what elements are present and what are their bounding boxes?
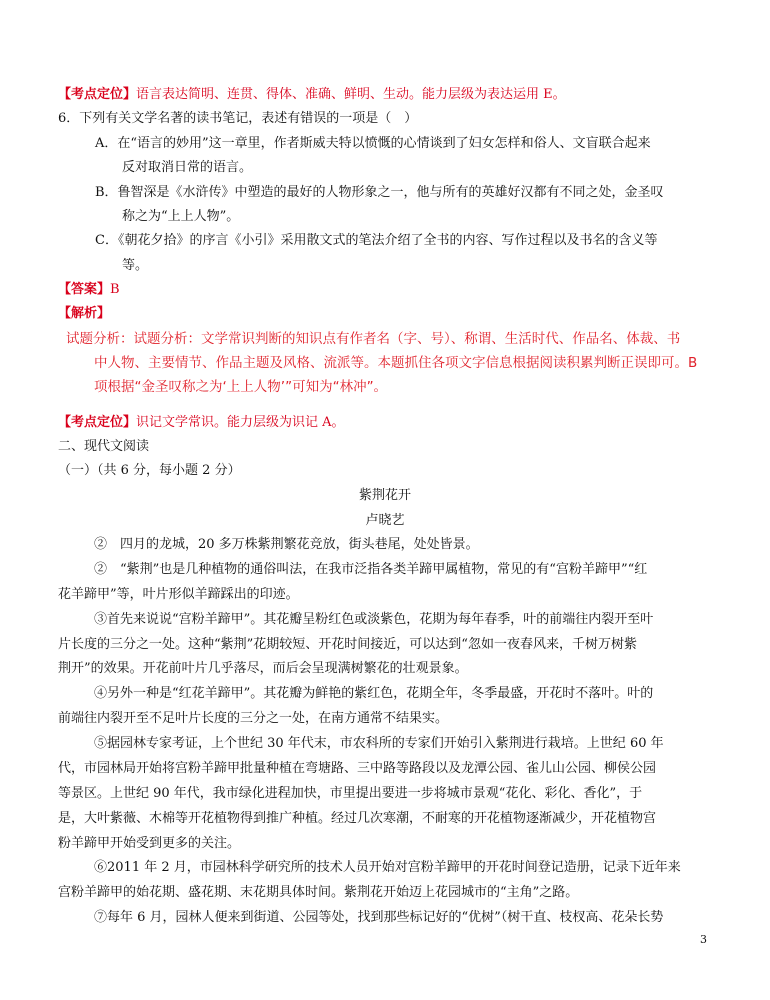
q6-point-line — [58, 413, 345, 433]
analysis-line-1: 试题分析：试题分析：文学常识判断的知识点有作者名（字、号）、称谓、生活时代、作品名、体裁、书 — [66, 331, 681, 347]
option-c-line1: C．《朝花夕拾》的序言《小引》采用散文式的笔法介绍了全书的内容、写作过程以及书名的含义等 — [95, 233, 658, 248]
paragraph-4-line1: ④另外一种是“红花羊蹄甲”。其花瓣为鲜艳的紫红色，花期全年，冬季最盛，开花时不落叶。叶的 — [94, 686, 654, 701]
answer-tag: 【答案】 — [58, 282, 111, 297]
option-b-line2: 称之为“上上人物”。 — [122, 209, 240, 224]
answer-value: B — [110, 282, 120, 297]
paragraph-7-line1: ⑦每年 6 月，园林人便来到街道、公园等处，找到那些标记好的“优树”（树干直、枝杈高、花朵长势 — [94, 910, 664, 925]
paragraph-5-line3: 等景区。上世纪 90 年代，我市绿化进程加快，市里提出要进一步将城市景观“花化、彩化、香化”，于 — [58, 786, 643, 801]
q5-point-line — [58, 85, 566, 105]
option-a-line1: A．在“语言的妙用”这一章里，作者斯威夫特以愤慨的心情谈到了妇女怎样和俗人、文盲联合起来 — [95, 136, 651, 151]
paragraph-1: ② 四月的龙城，20 多万株紫荆繁花竞放，街头巷尾，处处皆景。 — [94, 537, 479, 552]
point-tag: 【考点定位】 — [58, 415, 137, 430]
analysis-line-2: 中人物、主要情节、作品主题及风格、流派等。本题抓住各项文字信息根据阅读积累判断正误即可。B — [94, 355, 698, 371]
option-a-line2: 反对取消日常的语言。 — [122, 160, 253, 175]
analysis-line-3: 项根据“金圣叹称之为‘上上人物’”可知为“林冲”。 — [94, 379, 388, 395]
article-author: 卢晓艺 — [365, 513, 405, 528]
option-c-line2: 等。 — [122, 258, 149, 273]
section-sub: （一）（共 6 分，每小题 2 分） — [58, 463, 241, 478]
paragraph-2-line1: ② “紫荆”也是几种植物的通俗叫法，在我市泛指各类羊蹄甲属植物，常见的有“宫粉羊蹄甲”“红 — [94, 562, 648, 577]
paragraph-3-line3: 荆开”的效果。开花前叶片几乎落尽，而后会呈现满树繁花的壮观景象。 — [58, 661, 468, 676]
paragraph-6-line2: 宫粉羊蹄甲的始花期、盛花期、末花期具体时间。紫荆花开始迈上花园城市的“主角”之路。 — [58, 885, 579, 900]
paragraph-5-line2: 代，市园林局开始将宫粉羊蹄甲批量种植在弯塘路、三中路等路段以及龙潭公园、雀儿山公园、柳侯公园 — [58, 761, 657, 776]
point-text: 识记文学常识。能力层级为识记 A。 — [136, 415, 345, 430]
paragraph-3-line2: 片长度的三分之一处。这种“紫荆”花期较短、开花时间接近，可以达到“忽如一夜春风来，千树万树紫 — [58, 637, 637, 652]
paragraph-5-line5: 粉羊蹄甲开始受到更多的关注。 — [58, 836, 241, 851]
paragraph-4-line2: 前端往内裂开至不足叶片长度的三分之一处，在南方通常不结果实。 — [58, 711, 449, 726]
paragraph-6-line1: ⑥2011 年 2 月，市园林科学研究所的技术人员开始对宫粉羊蹄甲的开花时间登记造册，记录下近年来 — [94, 860, 681, 875]
point-tag: 【考点定位】 — [58, 87, 137, 102]
point-text: 语言表达简明、连贯、得体、准确、鲜明、生动。能力层级为表达运用 E。 — [136, 87, 566, 102]
paragraph-2-line2: 花羊蹄甲”等，叶片形似羊蹄踩出的印迹。 — [58, 587, 299, 602]
analysis-tag: 【解析】 — [58, 306, 111, 321]
answer-line — [58, 280, 120, 300]
article-title: 紫荆花开 — [358, 488, 411, 503]
paragraph-5-line1: ⑤据园林专家考证，上个世纪 30 年代末，市农科所的专家们开始引入紫荆进行栽培。上世纪 60 年 — [94, 736, 664, 751]
section-heading: 二、现代文阅读 — [58, 439, 150, 454]
paragraph-3-line1: ③首先来说说“宫粉羊蹄甲”。其花瓣呈粉红色或淡紫色，花期为每年春季，叶的前端往内裂开至叶 — [94, 612, 654, 627]
option-b-line1: B．鲁智深是《水浒传》中塑造的最好的人物形象之一，他与所有的英雄好汉都有不同之处，金圣叹 — [95, 185, 664, 200]
paragraph-5-line4: 是，大叶紫薇、木棉等开花植物得到推广种植。经过几次寒潮，不耐寒的开花植物逐渐减少，开花植物宫 — [58, 811, 657, 826]
page-number: 3 — [700, 933, 707, 946]
question-stem: 6．下列有关文学名著的读书笔记，表述有错误的一项是（ ） — [58, 111, 418, 126]
